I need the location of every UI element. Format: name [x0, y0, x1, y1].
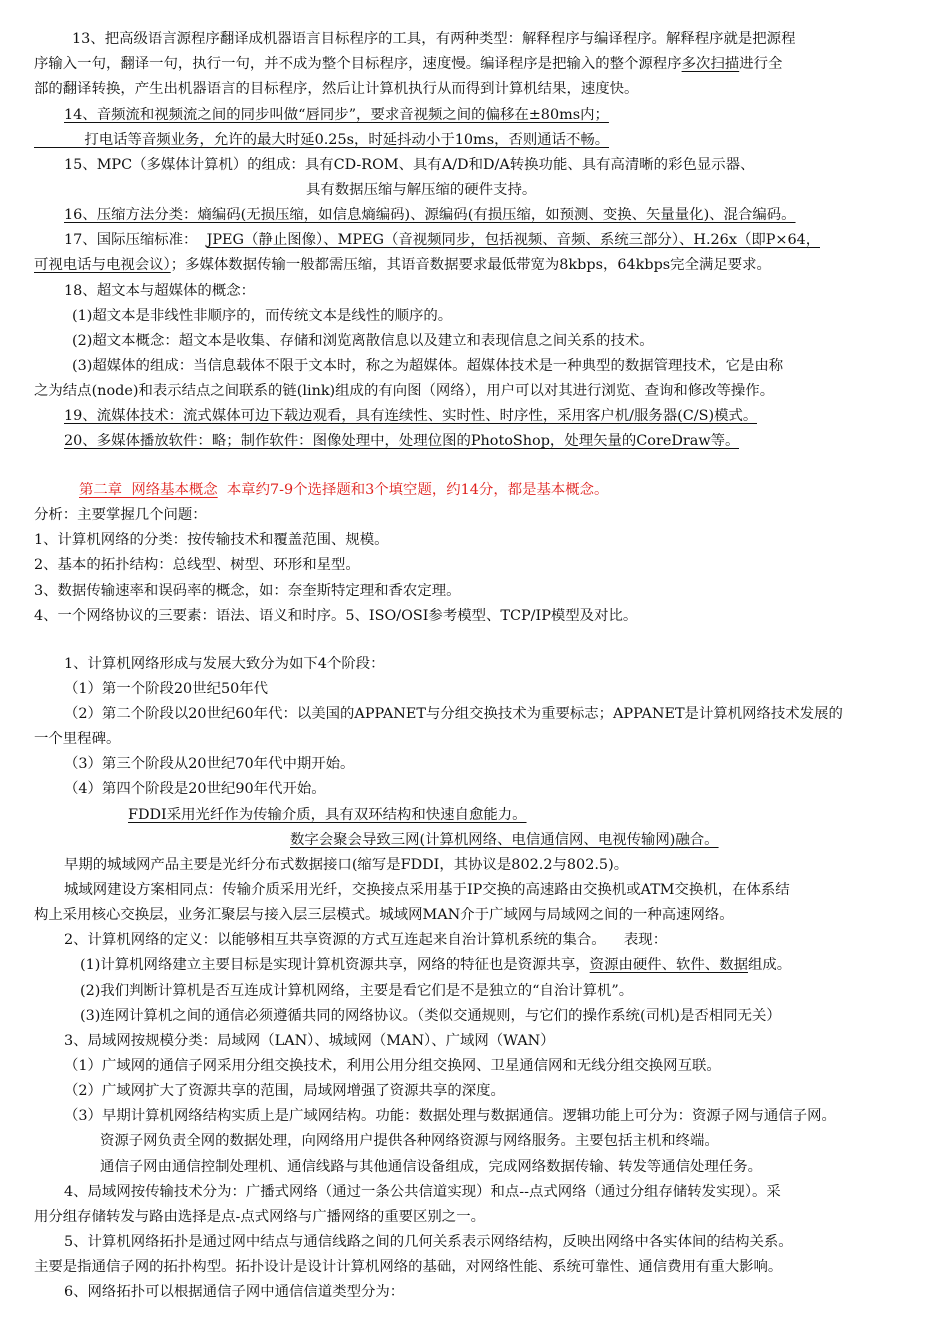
- text-line: [64, 1281, 404, 1303]
- text-line: [72, 305, 452, 327]
- text-segment: （2）第二个阶段以20世纪60年代：以美国的APPANET与分组交换技术为重要标志；APPANET是计算机网络技术发展的: [64, 706, 843, 722]
- text-line: [64, 653, 385, 675]
- text-line: [72, 28, 795, 50]
- text-segment: 构上采用核心交换层，业务汇聚层与接入层三层模式。城域网MAN介于广域网与局域网之间的一种高速网络。: [34, 907, 734, 923]
- text-line: [64, 430, 739, 452]
- text-line: [64, 1055, 721, 1077]
- text-segment: 早期的城域网产品主要是光纤分布式数据接口(缩写是FDDI，其协议是802.2与802.5)。: [64, 857, 629, 873]
- underlined-text: 19、流媒体技术：流式媒体可边下载边观看，具有连续性、实时性、时序性，采用客户机/服务器(C/S)模式。: [64, 408, 758, 424]
- underlined-text: 可视电话与电视会议）: [34, 257, 171, 273]
- text-segment: 1、计算机网络的分类：按传输技术和覆盖范围、规模。: [34, 532, 389, 548]
- text-segment: (2)超文本概念：超文本是收集、存储和浏览离散信息以及建立和表现信息之间关系的技术。: [72, 333, 654, 349]
- text-line: [80, 980, 633, 1002]
- text-line: [64, 1231, 793, 1253]
- text-line: [64, 778, 326, 800]
- text-line: [79, 479, 608, 501]
- text-line: [306, 179, 536, 201]
- underlined-text: 打电话等音频业务，允许的最大时延0.25s，时延抖动小于10ms，否则通话不畅。: [34, 132, 610, 148]
- text-line: [64, 879, 790, 901]
- text-line: [34, 129, 609, 151]
- text-segment: 之为结点(node)和表示结点之间联系的链(link)组成的有向图（网络），用户可以对其进行浏览、查询和修改等操作。: [34, 383, 775, 399]
- text-segment: （1）广域网的通信子网采用分组交换技术，利用公用分组交换网、卫星通信网和无线分组交换网互联。: [64, 1058, 721, 1074]
- underlined-text: 第二章 网络基本概念: [79, 482, 218, 498]
- text-line: [72, 355, 783, 377]
- text-line: [64, 104, 609, 126]
- text-line: [64, 1105, 836, 1127]
- text-line: [34, 78, 638, 100]
- text-segment: 具有数据压缩与解压缩的硬件支持。: [306, 182, 537, 198]
- text-segment: 3、局域网按规模分类：局域网（LAN）、城域网（MAN）、广域网（WAN）: [64, 1033, 555, 1049]
- text-segment: 主要是指通信子网的拓扑构型。拓扑设计是设计计算机网络的基础，对网络性能、系统可靠性、通信费用有重大影响。: [34, 1259, 783, 1275]
- underlined-text: 14、音频流和视频流之间的同步叫做“唇同步”，要求音视频之间的偏移在±80ms内；: [64, 107, 609, 123]
- text-segment: (3)连网计算机之间的通信必须遵循共同的网络协议。（类似交通规则，与它们的操作系统(司机)是否相同无关）: [80, 1008, 781, 1024]
- text-segment: 6、网络拓扑可以根据通信子网中通信信道类型分为：: [64, 1284, 405, 1300]
- text-line: [34, 504, 207, 526]
- underlined-text: 数字会聚会导致三网(计算机网络、电信通信网、电视传输网)融合。: [290, 832, 719, 848]
- text-line: [64, 753, 354, 775]
- text-line: [64, 405, 757, 427]
- text-line: [80, 954, 791, 976]
- text-line: [34, 53, 782, 75]
- text-line: [34, 580, 461, 602]
- text-line: [34, 904, 734, 926]
- text-segment: 4、一个网络协议的三要素：语法、语义和时序。5、ISO/OSI参考模型、TCP/IP模型及对比。: [34, 608, 638, 624]
- text-line: [64, 1181, 781, 1203]
- text-line: [34, 605, 637, 627]
- underlined-text: JPEG（静止图像）、MPEG（音视频同步，包括视频、音频、系统三部分）、H.26x（即P×64，: [206, 232, 821, 248]
- text-segment: （2）广域网扩大了资源共享的范围，局域网增强了资源共享的深度。: [64, 1083, 505, 1099]
- text-segment: 组成。: [747, 957, 792, 973]
- text-segment: 3、数据传输速率和误码率的概念，如：奈奎斯特定理和香农定理。: [34, 583, 461, 599]
- text-line: [64, 1080, 505, 1102]
- text-line: [64, 929, 667, 951]
- text-segment: 资源子网负责全网的数据处理，向网络用户提供各种网络资源与网络服务。主要包括主机和终端。: [100, 1133, 719, 1149]
- text-line: [64, 854, 628, 876]
- underlined-text: FDDI采用光纤作为传输介质，具有双环结构和快速自愈能力。: [128, 807, 527, 823]
- text-segment: （4）第四个阶段是20世纪90年代开始。: [64, 781, 326, 797]
- text-line: [34, 254, 771, 276]
- text-line: [64, 1030, 555, 1052]
- text-segment: 4、局域网按传输技术分为：广播式网络（通过一条公共信道实现）和点--点式网络（通过分组存储转发实现）。采: [64, 1184, 781, 1200]
- text-segment: 部的翻译转换，产生出机器语言的目标程序，然后让计算机执行从而得到计算机结果，速度快。: [34, 81, 639, 97]
- text-segment: 1、计算机网络形成与发展大致分为如下4个阶段：: [64, 656, 385, 672]
- text-line: [34, 529, 389, 551]
- text-segment: 5、计算机网络拓扑是通过网中结点与通信线路之间的几何关系表示网络结构，反映出网络中各实体间的结构关系。: [64, 1234, 793, 1250]
- text-segment: 序输入一句，翻译一句，执行一句，并不成为整个目标程序，速度慢。编译程序是把输入的整个源程序: [34, 56, 682, 72]
- underlined-text: 16、压缩方法分类：熵编码(无损压缩，如信息熵编码)、源编码(有损压缩，如预测、变换、矢量量化)、混合编码。: [64, 207, 796, 223]
- text-segment: （3）第三个阶段从20世纪70年代中期开始。: [64, 756, 355, 772]
- underlined-text: 多次扫描: [681, 56, 740, 72]
- text-segment: 分析：主要掌握几个问题：: [34, 507, 207, 523]
- text-line: [34, 728, 120, 750]
- underlined-text: 20、多媒体播放软件：略；制作软件：图像处理中，处理位图的PhotoShop，处理矢量的CoreDraw等。: [64, 433, 740, 449]
- text-segment: 2、计算机网络的定义：以能够相互共享资源的方式互连起来自治计算机系统的集合。 表现：: [64, 932, 668, 948]
- text-line: [64, 204, 796, 226]
- text-line: [64, 154, 754, 176]
- text-line: [34, 1256, 782, 1278]
- text-line: [64, 229, 820, 251]
- text-segment: 18、超文本与超媒体的概念：: [64, 283, 255, 299]
- text-line: [34, 380, 774, 402]
- text-segment: (1)超文本是非线性非顺序的，而传统文本是线性的顺序的。: [72, 308, 453, 324]
- text-segment: 15、MPC（多媒体计算机）的组成：具有CD-ROM、具有A/D和D/A转换功能、具有高清晰的彩色显示器、: [64, 157, 755, 173]
- text-segment: 本章约7-9个选择题和3个填空题，约14分，都是基本概念。: [217, 482, 609, 498]
- text-line: [64, 280, 255, 302]
- text-segment: （3）早期计算机网络结构实质上是广域网结构。功能：数据处理与数据通信。逻辑功能上可分为：资源子网与通信子网。: [64, 1108, 836, 1124]
- text-line: [34, 1206, 485, 1228]
- text-line: [64, 703, 843, 725]
- text-line: [128, 804, 527, 826]
- text-line: [72, 330, 654, 352]
- text-line: [100, 1130, 719, 1152]
- text-line: [64, 678, 268, 700]
- text-line: [100, 1156, 762, 1178]
- text-line: [80, 1005, 781, 1027]
- text-segment: 17、国际压缩标准：: [64, 232, 207, 248]
- text-segment: (2)我们判断计算机是否互连成计算机网络，主要是看它们是不是独立的“自治计算机”。: [80, 983, 634, 999]
- text-segment: 通信子网由通信控制处理机、通信线路与其他通信设备组成，完成网络数据传输、转发等通信处理任务。: [100, 1159, 762, 1175]
- text-segment: 2、基本的拓扑结构：总线型、树型、环形和星型。: [34, 557, 360, 573]
- text-segment: 13、把高级语言源程序翻译成机器语言目标程序的工具，有两种类型：解释程序与编译程序。解释程序就是把源程: [72, 31, 796, 47]
- text-segment: （1）第一个阶段20世纪50年代: [64, 681, 269, 697]
- text-line: [34, 554, 360, 576]
- text-segment: ；多媒体数据传输一般都需压缩，其语音数据要求最低带宽为8kbps，64kbps完全满足要求。: [170, 257, 771, 273]
- text-segment: 城域网建设方案相同点：传输介质采用光纤，交换接点采用基于IP交换的高速路由交换机或ATM交换机，在体系结: [64, 882, 790, 898]
- text-segment: 用分组存储转发与路由选择是点-点式网络与广播网络的重要区别之一。: [34, 1209, 485, 1225]
- text-segment: (1)计算机网络建立主要目标是实现计算机资源共享，网络的特征也是资源共享，: [80, 957, 590, 973]
- underlined-text: 资源由硬件、软件、数据: [589, 957, 748, 973]
- text-segment: 一个里程碑。: [34, 731, 121, 747]
- text-segment: 进行全: [739, 56, 783, 72]
- text-segment: (3)超媒体的组成：当信息载体不限于文本时，称之为超媒体。超媒体技术是一种典型的数据管理技术，它是由称: [72, 358, 784, 374]
- text-line: [290, 829, 719, 851]
